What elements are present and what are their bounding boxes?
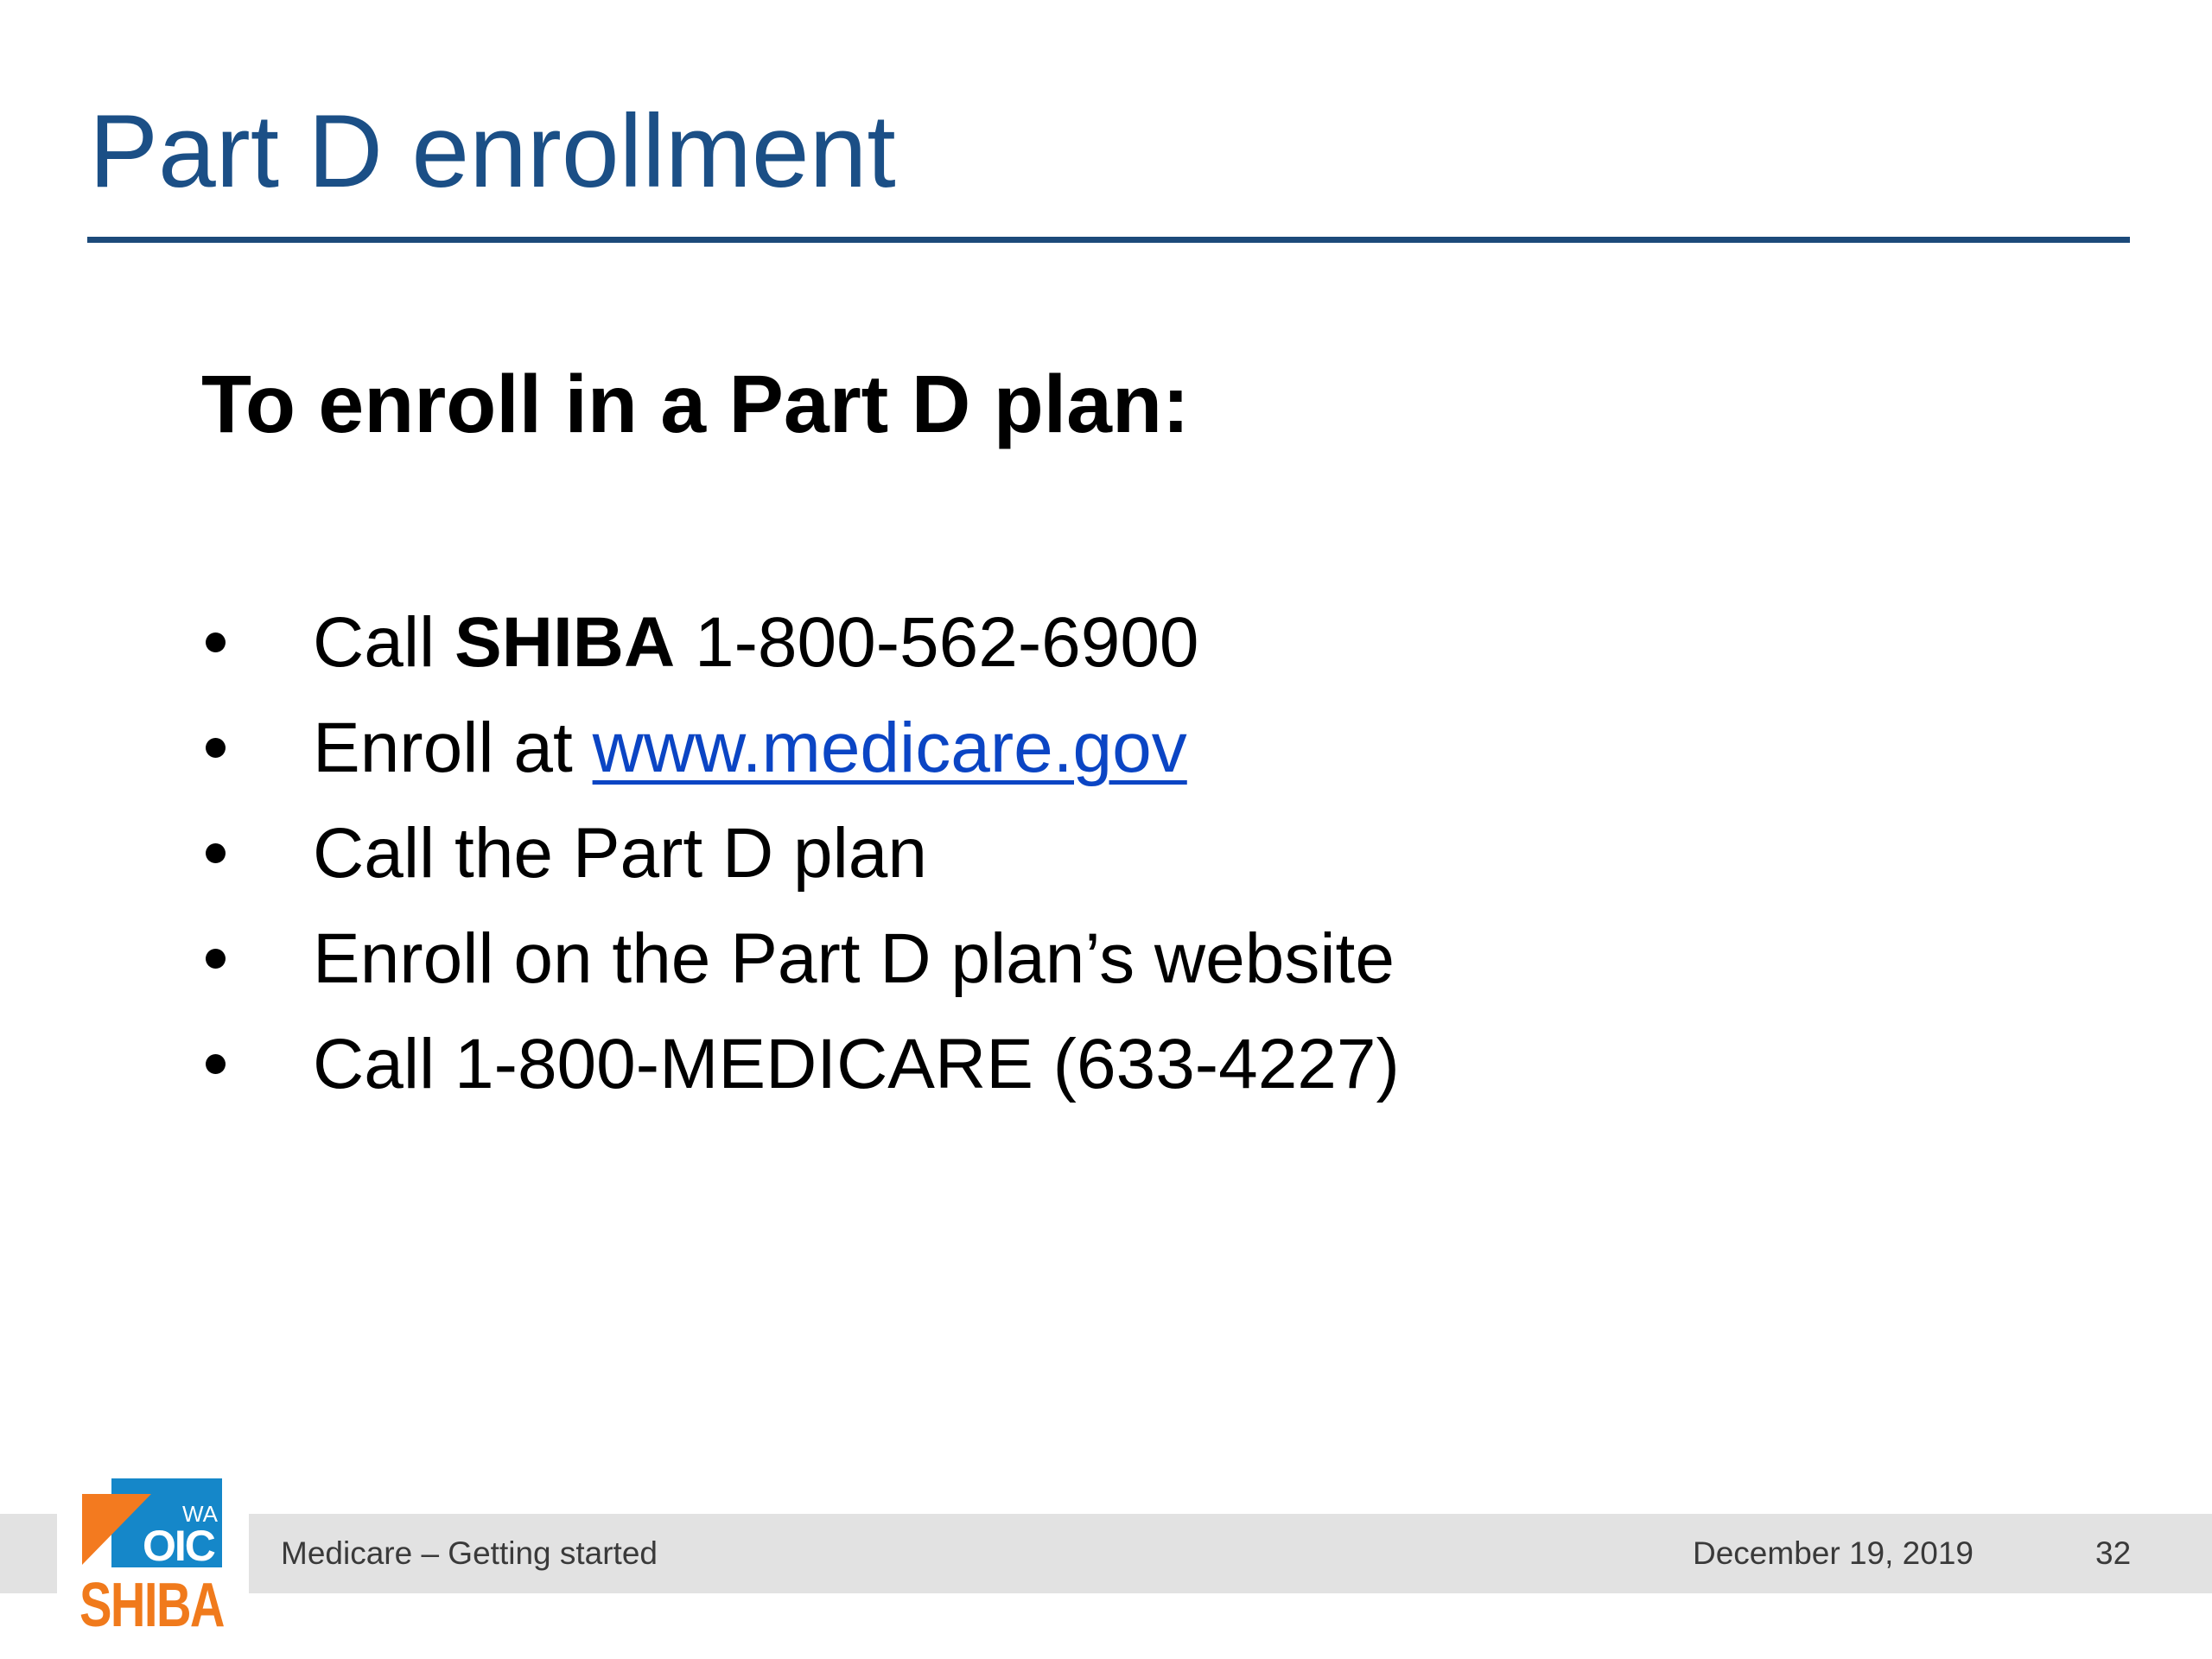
bullet-text: Call the Part D plan [313, 814, 928, 893]
bullet-dot-icon [206, 632, 226, 652]
bullet-item-call-shiba [0, 589, 1642, 696]
bullet-text: Enroll on the Part D plan’s website [313, 919, 1395, 998]
bullet-item-call-plan [0, 800, 1642, 906]
footer-presentation-title: Medicare – Getting started [281, 1535, 658, 1571]
bullet-dot-icon [206, 843, 226, 863]
section-heading: To enroll in a Part D plan: [201, 359, 1190, 450]
bullet-text [313, 695, 1187, 801]
bullet-dot-icon [206, 738, 226, 758]
title-divider [87, 237, 2130, 243]
logo-wa-text: WA [182, 1501, 218, 1527]
bullet-text [313, 589, 1199, 696]
shiba-bold-label: SHIBA [454, 603, 676, 682]
logo-oic-text: OIC [143, 1522, 214, 1570]
logo-shiba-text: SHIBA [79, 1571, 224, 1640]
medicare-gov-link[interactable]: www.medicare.gov [592, 709, 1187, 787]
bullet-dot-icon [206, 1054, 226, 1074]
bullet-text: Call 1-800-MEDICARE (633-4227) [313, 1025, 1400, 1103]
bullet-text-prefix: Enroll at [313, 709, 593, 787]
bullet-item-enroll-online [0, 695, 1642, 801]
slide-title: Part D enrollment [89, 93, 896, 209]
shiba-phone-number: 1-800-562-6900 [675, 603, 1199, 682]
bullet-item-plan-website [0, 906, 1642, 1012]
bullet-item-call-medicare [0, 1011, 1642, 1117]
logo-orange-triangle [82, 1494, 151, 1565]
bullet-text-prefix: Call [313, 603, 455, 682]
bullet-dot-icon [206, 949, 226, 969]
footer-page-number: 32 [2095, 1535, 2132, 1571]
footer-date: December 19, 2019 [1693, 1535, 1974, 1571]
